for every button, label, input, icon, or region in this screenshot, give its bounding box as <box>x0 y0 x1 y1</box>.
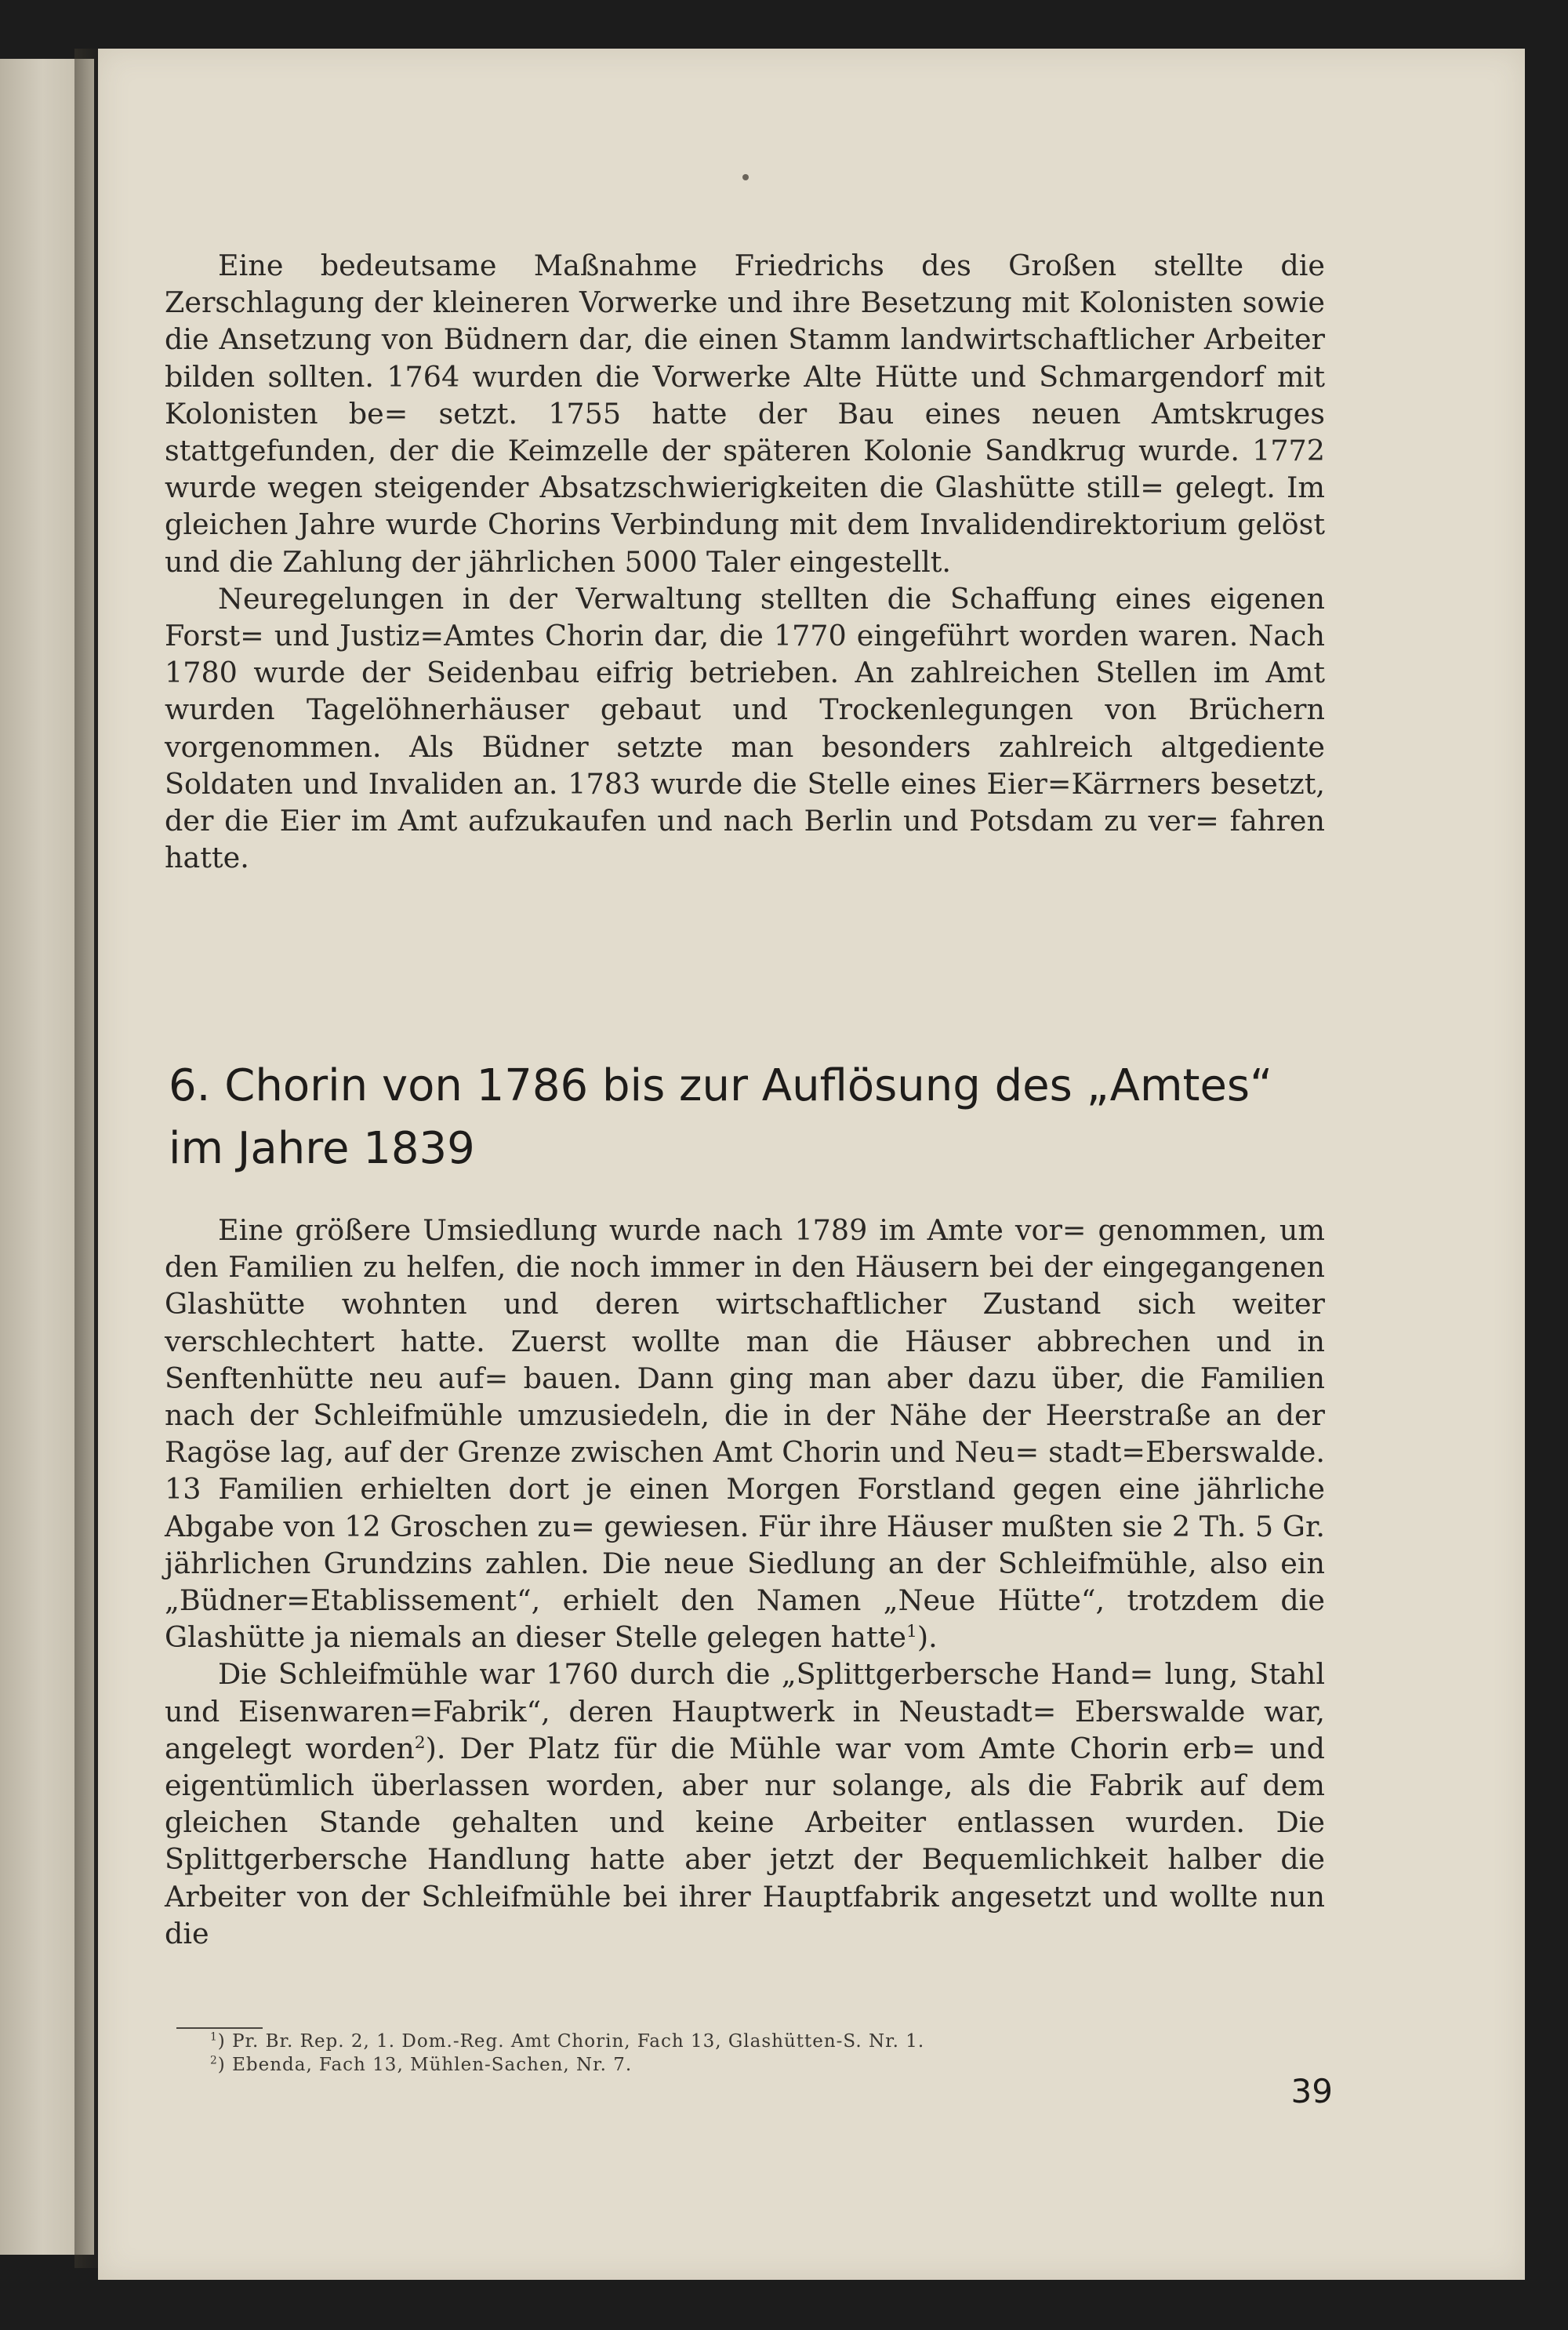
paragraph-text: ). Der Platz für die Mühle war vom Amte Chorin erb= und eigentümlich überlassen worden, aber nur solange, als die Fabrik auf dem gleichen Stande gehalten und keine Arbeiter entlassen wurden. Die Splittgerbersche Handlung hatte aber jetzt der Bequemlichkeit halber die Arbeiter von der Schleifmühle bei ihrer Hauptfabrik angesetzt und wollte nun die <box>165 1731 1325 1950</box>
footnote-rule <box>176 2027 263 2029</box>
paragraph-text: ). <box>916 1620 938 1655</box>
paragraph <box>165 1656 1325 1952</box>
footnote <box>210 2053 1323 2077</box>
paragraph-text: Die Schleifmühle war 1760 durch die „Splittgerbersche Hand= lung, Stahl und Eisenwaren=Fabrik“, deren Hauptwerk in Neustadt= Eberswalde war, angelegt worden <box>165 1657 1325 1765</box>
paragraph <box>165 1212 1325 1656</box>
footnote-ref: 2 <box>414 1732 426 1753</box>
paragraph: Neuregelungen in der Verwaltung stellten die Schaffung eines eigenen Forst= und Justiz=Amtes Chorin dar, die 1770 eingeführt worden waren. Nach 1780 wurde der Seidenbau eifrig betrieben. An zahlreichen Stellen im Amt wurden Tagelöhnerhäuser gebaut und Trockenlegungen von Brüchern vorgenommen. Als Büdner setzte man besonders zahlreich altgediente Soldaten und Invaliden an. 1783 wurde die Stelle eines Eier=Kärrners besetzt, der die Eier im Amt aufzukaufen und nach Berlin und Potsdam zu ver= fahren hatte. <box>165 581 1325 875</box>
footnote-marker: 1 <box>210 2030 218 2044</box>
footnote <box>210 2030 1323 2053</box>
section-1-text <box>165 247 1325 876</box>
chapter-heading-line-1: 6. Chorin von 1786 bis zur Auflösung des „Amtes“ <box>169 1060 1273 1111</box>
ink-speck <box>742 174 749 180</box>
paragraph: Eine bedeutsame Maßnahme Friedrichs des Großen stellte die Zerschlagung der kleineren Vorwerke und ihre Besetzung mit Kolonisten sowie die Ansetzung von Büdnern dar, die einen Stamm landwirtschaftlicher Arbeiter bilden sollten. 1764 wurden die Vorwerke Alte Hütte und Schmargendorf mit Kolonisten be= setzt. 1755 hatte der Bau eines neuen Amtskruges stattgefunden, der die Keimzelle der späteren Kolonie Sandkrug wurde. 1772 wurde wegen steigender Absatzschwierigkeiten die Glashütte still= gelegt. Im gleichen Jahre wurde Chorins Verbindung mit dem Invalidendirektorium gelöst und die Zahlung der jährlichen 5000 Taler eingestellt. <box>165 249 1325 579</box>
paragraph-text: Eine größere Umsiedlung wurde nach 1789 im Amte vor= genommen, um den Familien zu helfen, die noch immer in den Häusern bei der eingegangenen Glashütte wohnten und deren wirtschaftlicher Zustand sich weiter verschlechtert hatte. Zuerst wollte man die Häuser abbrechen und in Senftenhütte neu auf= bauen. Dann ging man aber dazu über, die Familien nach der Schleifmühle umzusiedeln, die in der Nähe der Heerstraße an der Ragöse lag, auf der Grenze zwischen Amt Chorin und Neu= stadt=Eberswalde. 13 Familien erhielten dort je einen Morgen Forstland gegen eine jährliche Abgabe von 12 Groschen zu= gewiesen. Für ihre Häuser mußten sie 2 Th. 5 Gr. jährlichen Grundzins zahlen. Die neue Siedlung an der Schleifmühle, also ein „Büdner=Etablissement“, erhielt den Namen „Neue Hütte“, trotzdem die Glashütte ja niemals an dieser Stelle gelegen hatte <box>165 1213 1325 1655</box>
chapter-heading-line-2: im Jahre 1839 <box>169 1123 475 1174</box>
footnote-text: ) Ebenda, Fach 13, Mühlen-Sachen, Nr. 7. <box>217 2055 633 2075</box>
footnote-text: ) Pr. Br. Rep. 2, 1. Dom.-Reg. Amt Chorin, Fach 13, Glashütten-S. Nr. 1. <box>217 2031 925 2052</box>
page-number: 39 <box>1290 2072 1333 2110</box>
chapter-heading <box>169 1055 1329 1180</box>
section-2-text <box>165 1212 1325 1952</box>
footnote-marker: 2 <box>210 2054 218 2067</box>
footnote-ref: 1 <box>906 1622 917 1642</box>
footnotes <box>210 2030 1323 2077</box>
